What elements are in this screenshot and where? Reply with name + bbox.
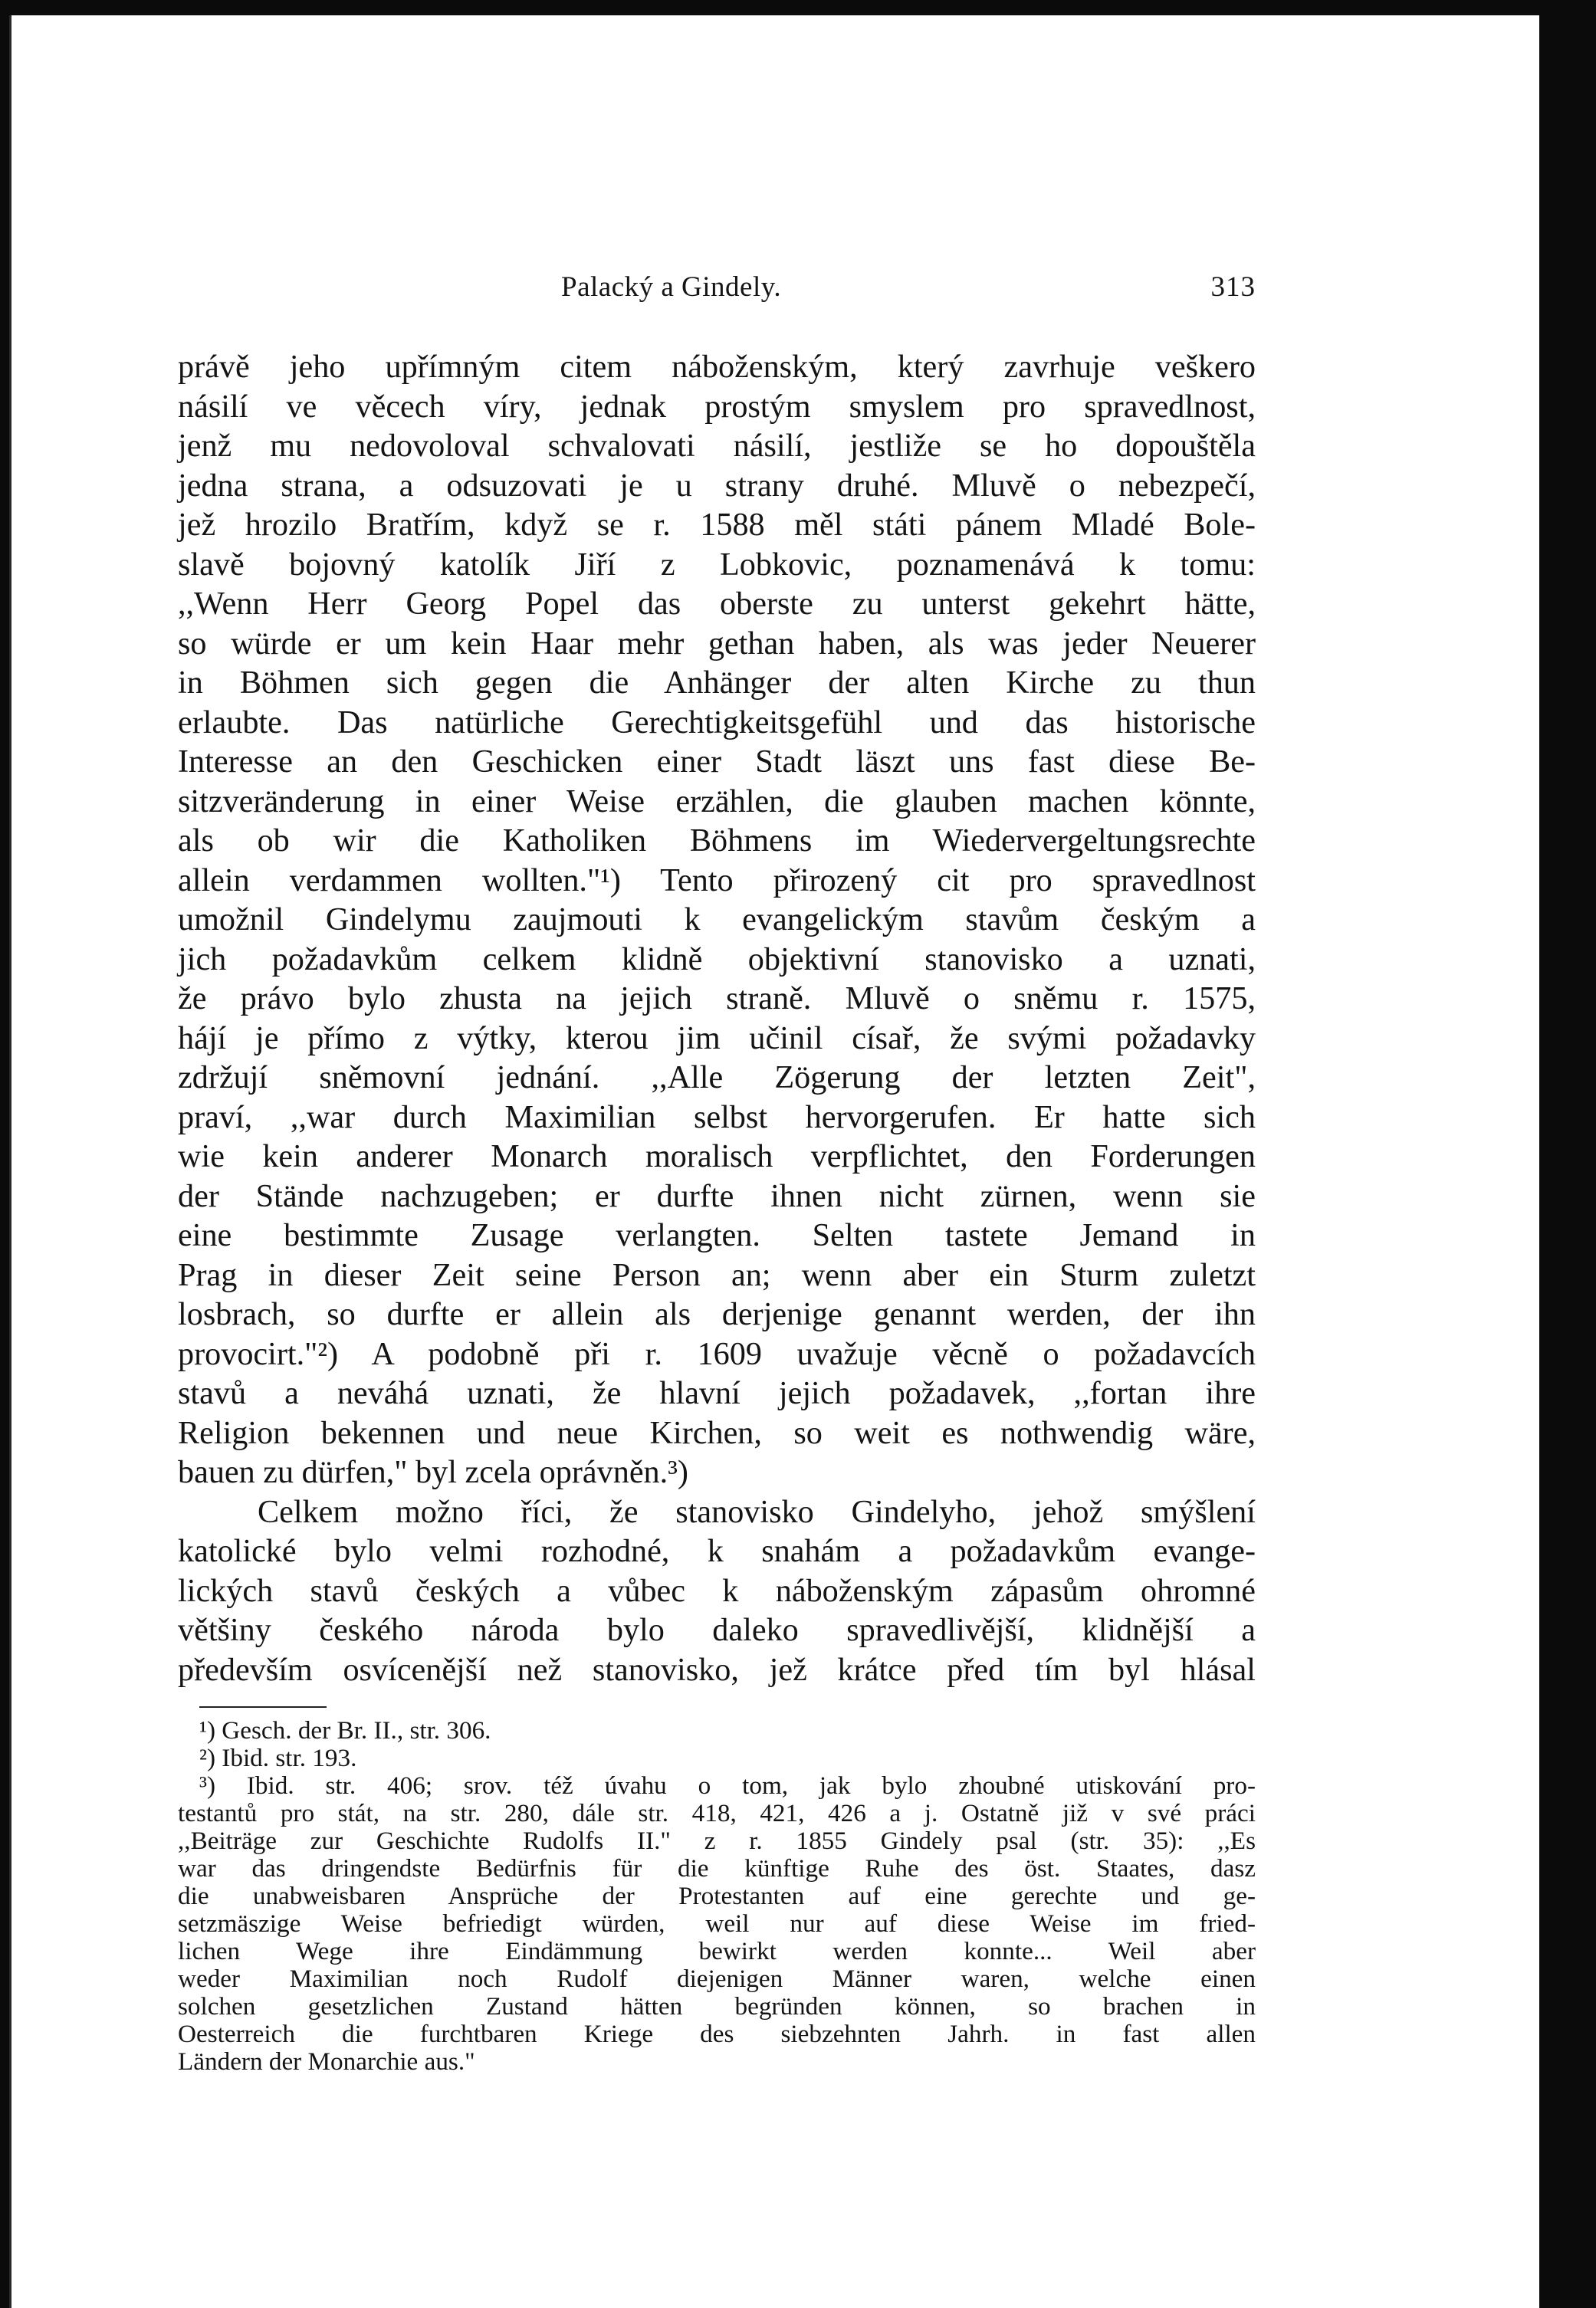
text-line: jedna strana, a odsuzovati je u strany druhé. Mluvě o nebezpečí,	[178, 467, 1256, 504]
text-line: Interesse an den Geschicken einer Stadt läszt uns fast diese Be-	[178, 744, 1256, 780]
text-line: právě jeho upřímným citem náboženským, který zavrhuje veškero	[178, 349, 1256, 385]
footnote-line: ,,Beiträge zur Geschichte Rudolfs II." z r. 1855 Gindely psal (str. 35): ,,Es	[178, 1827, 1256, 1855]
page-number: 313	[1210, 271, 1256, 303]
footnote-line: war das dringendste Bedürfnis für die künftige Ruhe des öst. Staates, dasz	[178, 1854, 1256, 1883]
text-line: lických stavů českých a vůbec k náboženským zápasům ohromné	[178, 1572, 1256, 1609]
scan-border-right	[1539, 0, 1596, 2308]
footnote-line: ²) Ibid. str. 193.	[199, 1744, 357, 1772]
text-line: praví, ,,war durch Maximilian selbst hervorgerufen. Er hatte sich	[178, 1098, 1256, 1135]
text-line: als ob wir die Katholiken Böhmens im Wiedervergeltungsrechte	[178, 822, 1256, 859]
text-line: většiny českého národa bylo daleko spravedlivější, klidnější a	[178, 1612, 1256, 1648]
text-line: erlaubte. Das natürliche Gerechtigkeitsgefühl und das historische	[178, 704, 1256, 740]
scan-border-top	[0, 0, 1596, 15]
text-line: jich požadavkům celkem klidně objektivní stanovisko a uznati,	[178, 941, 1256, 977]
text-line: především osvícenější než stanovisko, jež krátce před tím byl hlásal	[178, 1651, 1256, 1688]
footnote-line: Ländern der Monarchie aus."	[178, 2047, 475, 2076]
text-line: allein verdammen wollten."¹) Tento přirozený cit pro spravedlnost	[178, 862, 1256, 898]
book-page	[178, 264, 1256, 2076]
footnote-line: lichen Wege ihre Eindämmung bewirkt werden konnte... Weil aber	[178, 1937, 1256, 1965]
footnotes	[178, 1717, 1256, 2076]
running-title: Palacký a Gindely.	[561, 271, 782, 303]
text-line: so würde er um kein Haar mehr gethan haben, als was jeder Neuerer	[178, 625, 1256, 662]
footnote-line: weder Maximilian noch Rudolf diejenigen Männer waren, welche einen	[178, 1965, 1256, 1993]
scan-border-left	[0, 0, 9, 2308]
text-line: bauen zu dürfen," byl zcela oprávněn.³)	[178, 1454, 688, 1490]
footnote-line: Oesterreich die furchtbaren Kriege des siebzehnten Jahrh. in fast allen	[178, 2020, 1256, 2048]
text-line: jež hrozilo Bratřím, když se r. 1588 měl státi pánem Mladé Bole-	[178, 507, 1256, 543]
scan-page-edge	[9, 15, 24, 2308]
text-line: násilí ve věcech víry, jednak prostým smyslem pro spravedlnost,	[178, 388, 1256, 425]
text-line: jenž mu nedovoloval schvalovati násilí, jestliže se ho dopouštěla	[178, 428, 1256, 464]
footnote-line: solchen gesetzlichen Zustand hätten begründen können, so brachen in	[178, 1992, 1256, 2021]
text-line: hájí je přímo z výtky, kterou jim učinil císař, že svými požadavky	[178, 1019, 1256, 1056]
footnote-line: die unabweisbaren Ansprüche der Protestanten auf eine gerechte und ge-	[178, 1882, 1256, 1910]
text-line: wie kein anderer Monarch moralisch verpflichtet, den Forderungen	[178, 1138, 1256, 1174]
text-line: provocirt."²) A podobně při r. 1609 uvažuje věcně o požadavcích	[178, 1335, 1256, 1372]
text-line: losbrach, so durfte er allein als derjenige genannt werden, der ihn	[178, 1296, 1256, 1332]
footnote-line: testantů pro stát, na str. 280, dále str. 418, 421, 426 a j. Ostatně již v své práci	[178, 1799, 1256, 1827]
text-line: katolické bylo velmi rozhodné, k snahám a požadavkům evange-	[178, 1533, 1256, 1569]
footnote-line: ³) Ibid. str. 406; srov. též úvahu o tom, jak bylo zhoubné utiskování pro-	[199, 1771, 1256, 1800]
text-line: eine bestimmte Zusage verlangten. Selten tastete Jemand in	[178, 1217, 1256, 1253]
text-line: ,,Wenn Herr Georg Popel das oberste zu unterst gekehrt hätte,	[178, 586, 1256, 622]
text-line: Prag in dieser Zeit seine Person an; wenn aber ein Sturm zuletzt	[178, 1256, 1256, 1293]
text-line: Celkem možno říci, že stanovisko Gindelyho, jehož smýšlení	[258, 1493, 1256, 1530]
text-line: slavě bojovný katolík Jiří z Lobkovic, poznamenává k tomu:	[178, 546, 1256, 583]
text-line: der Stände nachzugeben; er durfte ihnen nicht zürnen, wenn sie	[178, 1177, 1256, 1214]
footnote-line: ¹) Gesch. der Br. II., str. 306.	[199, 1716, 491, 1745]
main-text	[178, 347, 1256, 1689]
text-line: že právo bylo zhusta na jejich straně. Mluvě o sněmu r. 1575,	[178, 980, 1256, 1016]
text-line: sitzveränderung in einer Weise erzählen, die glauben machen könnte,	[178, 783, 1256, 819]
text-line: zdržují sněmovní jednání. ,,Alle Zögerung der letzten Zeit",	[178, 1059, 1256, 1095]
text-line: umožnil Gindelymu zaujmouti k evangelickým stavům českým a	[178, 901, 1256, 937]
text-line: in Böhmen sich gegen die Anhänger der alten Kirche zu thun	[178, 665, 1256, 701]
text-line: Religion bekennen und neue Kirchen, so weit es nothwendig wäre,	[178, 1414, 1256, 1451]
running-header	[178, 264, 1256, 310]
text-line: stavů a neváhá uznati, že hlavní jejich požadavek, ,,fortan ihre	[178, 1375, 1256, 1411]
footnote-line: setzmäszige Weise befriedigt würden, weil nur auf diese Weise im fried-	[178, 1909, 1256, 1938]
footnote-separator	[199, 1706, 327, 1708]
